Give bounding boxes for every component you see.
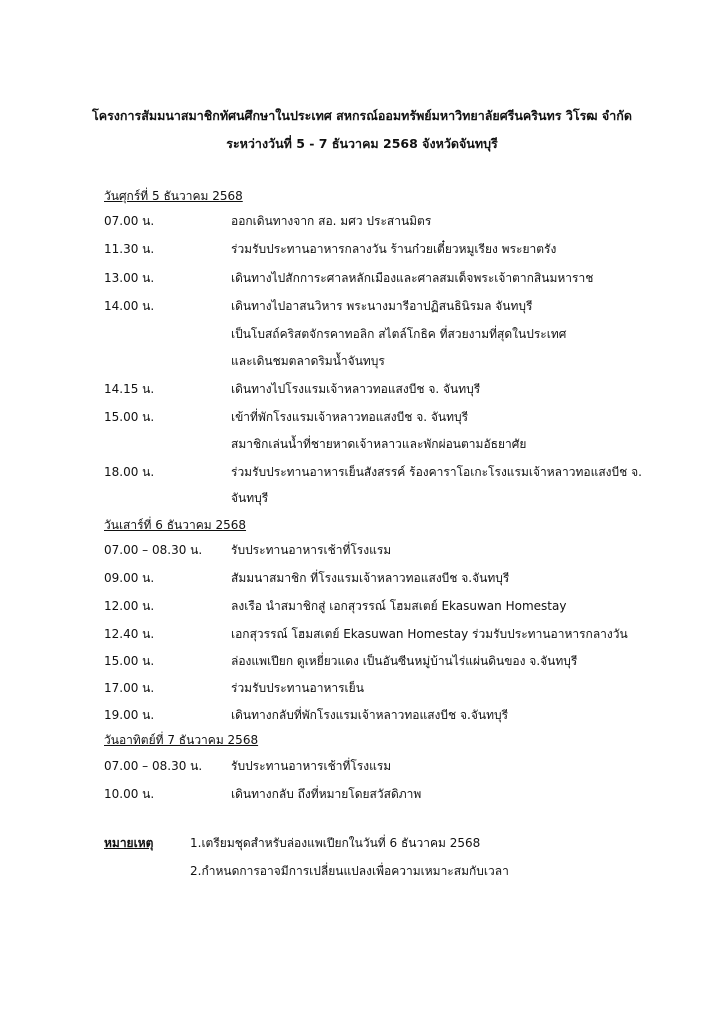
schedule-time: 13.00 น.	[104, 271, 155, 285]
schedule-time: 07.00 น.	[104, 214, 155, 228]
schedule-desc: สัมมนาสมาชิก ที่โรงแรมเจ้าหลาวทอแสงบีช จ.จันทบุรี	[231, 571, 510, 585]
document-title: โครงการสัมมนาสมาชิกทัศนศึกษาในประเทศ สหกรณ์ออมทรัพย์มหาวิทยาลัยศรีนครินทร วิโรฒ จำกัด	[92, 108, 632, 123]
schedule-time: 07.00 – 08.30 น.	[104, 543, 203, 557]
schedule-desc: เอกสุวรรณ์ โฮมสเตย์ Ekasuwan Homestay ร่วมรับประทานอาหารกลางวัน	[231, 627, 628, 641]
schedule-row	[0, 706, 724, 728]
document-subtitle: ระหว่างวันที่ 5 - 7 ธันวาคม 2568 จังหวัดจันทบุรี	[226, 136, 498, 151]
schedule-row	[0, 269, 724, 291]
schedule-desc: เดินทางไปสักการะศาลหลักเมืองและศาลสมเด็จพระเจ้าตากสินมหาราช	[231, 271, 594, 285]
schedule-row	[0, 625, 724, 647]
schedule-desc: ลงเรือ นำสมาชิกสู่ เอกสุวรรณ์ โฮมสเตย์ Ekasuwan Homestay	[231, 599, 567, 613]
schedule-row	[0, 569, 724, 591]
schedule-desc: เข้าที่พักโรงแรมเจ้าหลาวทอแสงบีช จ. จันทบุรี	[231, 410, 469, 424]
schedule-desc-continued: และเดินชมตลาดริมน้ำจันทบุร	[231, 354, 385, 368]
schedule-desc: ร่วมรับประทานอาหารเย็นสังสรรค์ ร้องคาราโอเกะโรงแรมเจ้าหลาวทอแสงบีช จ.	[231, 465, 642, 479]
schedule-time: 10.00 น.	[104, 787, 155, 801]
schedule-desc-continued: เป็นโบสถ์คริสตจักรคาทอลิก สไตล์โกธิค ที่สวยงามที่สุดในประเทศ	[231, 327, 567, 341]
schedule-time: 12.40 น.	[104, 627, 155, 641]
schedule-desc: รับประทานอาหารเช้าที่โรงแรม	[231, 759, 392, 773]
schedule-time: 18.00 น.	[104, 465, 155, 479]
schedule-row	[0, 679, 724, 701]
schedule-desc: ร่วมรับประทานอาหารเย็น	[231, 681, 364, 695]
schedule-time: 17.00 น.	[104, 681, 155, 695]
schedule-time: 11.30 น.	[104, 242, 155, 256]
schedule-row	[0, 380, 724, 402]
schedule-row	[0, 652, 724, 674]
notes-label: หมายเหตุ	[104, 836, 154, 850]
schedule-time: 15.00 น.	[104, 410, 155, 424]
schedule-time: 14.00 น.	[104, 299, 155, 313]
schedule-time: 12.00 น.	[104, 599, 155, 613]
schedule-desc: ล่องแพเปียก ดูเหยี่ยวแดง เป็นอันซีนหมู่บ้านไร่แผ่นดินของ จ.จันทบุรี	[231, 654, 578, 668]
schedule-row	[0, 785, 724, 807]
schedule-desc: เดินทางไปโรงแรมเจ้าหลาวทอแสงบีช จ. จันทบุรี	[231, 382, 481, 396]
note-item: 2.กำหนดการอาจมีการเปลี่ยนแปลงเพื่อความเหมาะสมกับเวลา	[190, 864, 509, 878]
schedule-time: 15.00 น.	[104, 654, 155, 668]
schedule-time: 07.00 – 08.30 น.	[104, 759, 203, 773]
schedule-row	[0, 757, 724, 779]
schedule-desc: เดินทางกลับ ถึงที่หมายโดยสวัสดิภาพ	[231, 787, 422, 801]
day-heading-sunday: วันอาทิตย์ที่ 7 ธันวาคม 2568	[104, 733, 259, 747]
schedule-desc: เดินทางกลับที่พักโรงแรมเจ้าหลาวทอแสงบีช จ.จันทบุรี	[231, 708, 509, 722]
schedule-row	[0, 240, 724, 262]
schedule-row	[0, 297, 724, 319]
schedule-row	[0, 408, 724, 430]
schedule-row	[0, 463, 724, 485]
schedule-row	[0, 541, 724, 563]
schedule-time: 09.00 น.	[104, 571, 155, 585]
schedule-desc-continued: สมาชิกเล่นน้ำที่ชายหาดเจ้าหลาวและพักผ่อนตามอัธยาศัย	[231, 437, 527, 451]
day-heading-saturday: วันเสาร์ที่ 6 ธันวาคม 2568	[104, 518, 247, 532]
schedule-row	[0, 597, 724, 619]
schedule-desc: เดินทางไปอาสนวิหาร พระนางมารีอาปฏิสนธินิรมล จันทบุรี	[231, 299, 533, 313]
schedule-desc-continued: จันทบุรี	[231, 491, 269, 505]
schedule-time: 19.00 น.	[104, 708, 155, 722]
note-item: 1.เตรียมชุดสำหรับล่องแพเปียกในวันที่ 6 ธันวาคม 2568	[190, 836, 481, 850]
schedule-desc: ออกเดินทางจาก สอ. มศว ประสานมิตร	[231, 214, 432, 228]
schedule-desc: ร่วมรับประทานอาหารกลางวัน ร้านก๋วยเตี๋ยวหมูเรียง พระยาตรัง	[231, 242, 557, 256]
schedule-time: 14.15 น.	[104, 382, 155, 396]
schedule-row	[0, 212, 724, 234]
day-heading-friday: วันศุกร์ที่ 5 ธันวาคม 2568	[104, 189, 243, 203]
schedule-desc: รับประทานอาหารเช้าที่โรงแรม	[231, 543, 392, 557]
